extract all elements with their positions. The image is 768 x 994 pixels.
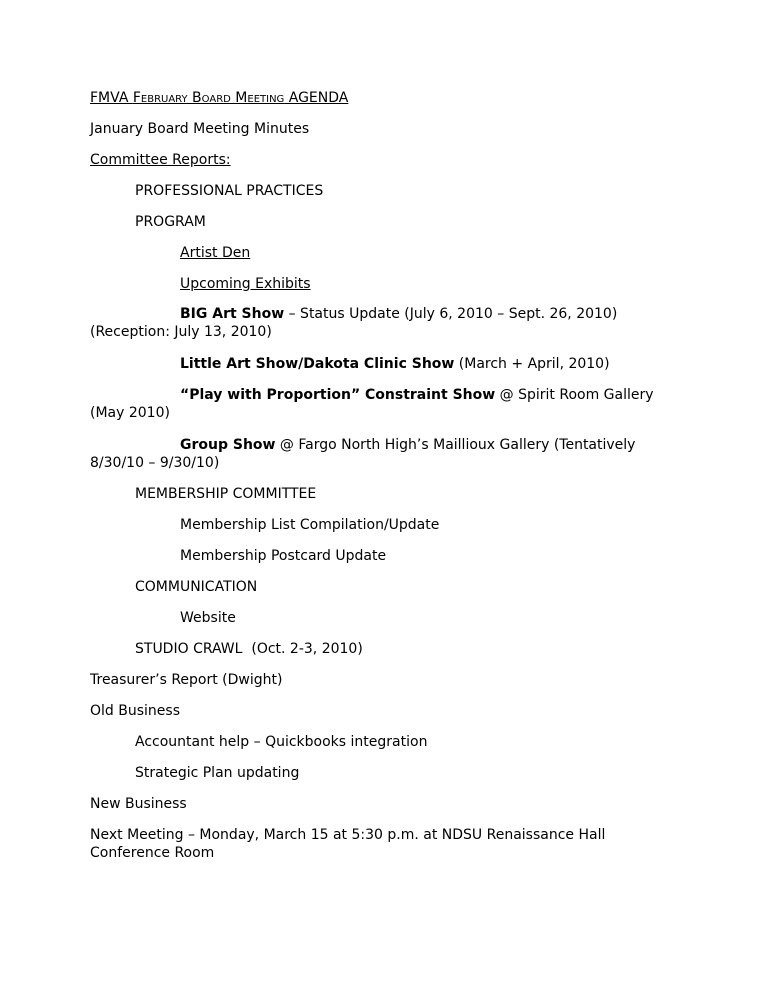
little-art-show-name: Little Art Show/Dakota Clinic Show (180, 356, 455, 372)
big-art-show-item (90, 305, 630, 341)
new-business-heading: New Business (90, 796, 187, 812)
membership-postcard-item: Membership Postcard Update (180, 548, 387, 564)
professional-practices: PROFESSIONAL PRACTICES (135, 183, 324, 199)
studio-crawl-heading: STUDIO CRAWL (Oct. 2-3, 2010) (135, 641, 363, 657)
play-with-proportion-item (90, 386, 660, 422)
big-art-show-name: BIG Art Show (180, 306, 285, 322)
treasurers-report: Treasurer’s Report (Dwight) (90, 672, 283, 688)
accountant-help-item: Accountant help – Quickbooks integration (135, 734, 428, 750)
strategic-plan-item: Strategic Plan updating (135, 765, 300, 781)
communication-heading: COMMUNICATION (135, 579, 258, 595)
old-business-heading: Old Business (90, 703, 180, 719)
january-minutes: January Board Meeting Minutes (90, 121, 310, 137)
big-art-show-detail: – Status Update (July 6, 2010 – Sept. 26, 2010) (Reception: July 13, 2010) (90, 306, 618, 340)
little-art-show-detail: (March + April, 2010) (454, 356, 610, 372)
play-with-proportion-detail: @ Spirit Room Gallery (May 2010) (90, 387, 654, 421)
next-meeting: Next Meeting – Monday, March 15 at 5:30 p.m. at NDSU Renaissance Hall Conference Room (90, 827, 606, 861)
little-art-show-item (90, 355, 680, 373)
website-item: Website (180, 610, 236, 626)
agenda-title-suffix: AGENDA (284, 90, 349, 106)
membership-list-item: Membership List Compilation/Update (180, 517, 440, 533)
program-heading: PROGRAM (135, 214, 206, 230)
group-show-detail: @ Fargo North High’s Maillioux Gallery (Tentatively 8/30/10 – 9/30/10) (90, 437, 636, 471)
upcoming-exhibits (90, 275, 680, 293)
membership-committee-heading: MEMBERSHIP COMMITTEE (135, 486, 317, 502)
group-show-name: Group Show (180, 437, 276, 453)
artist-den-label: Artist Den (180, 245, 251, 261)
play-with-proportion-name: “Play with Proportion” Constraint Show (180, 387, 496, 403)
committee-reports-heading: Committee Reports: (90, 152, 231, 168)
group-show-item (90, 436, 650, 472)
agenda-title (90, 89, 680, 107)
artist-den (90, 244, 680, 262)
agenda-title-prefix: FMVA (90, 90, 133, 106)
upcoming-exhibits-label: Upcoming Exhibits (180, 276, 311, 292)
agenda-title-smallcaps: February Board Meeting (132, 90, 285, 106)
